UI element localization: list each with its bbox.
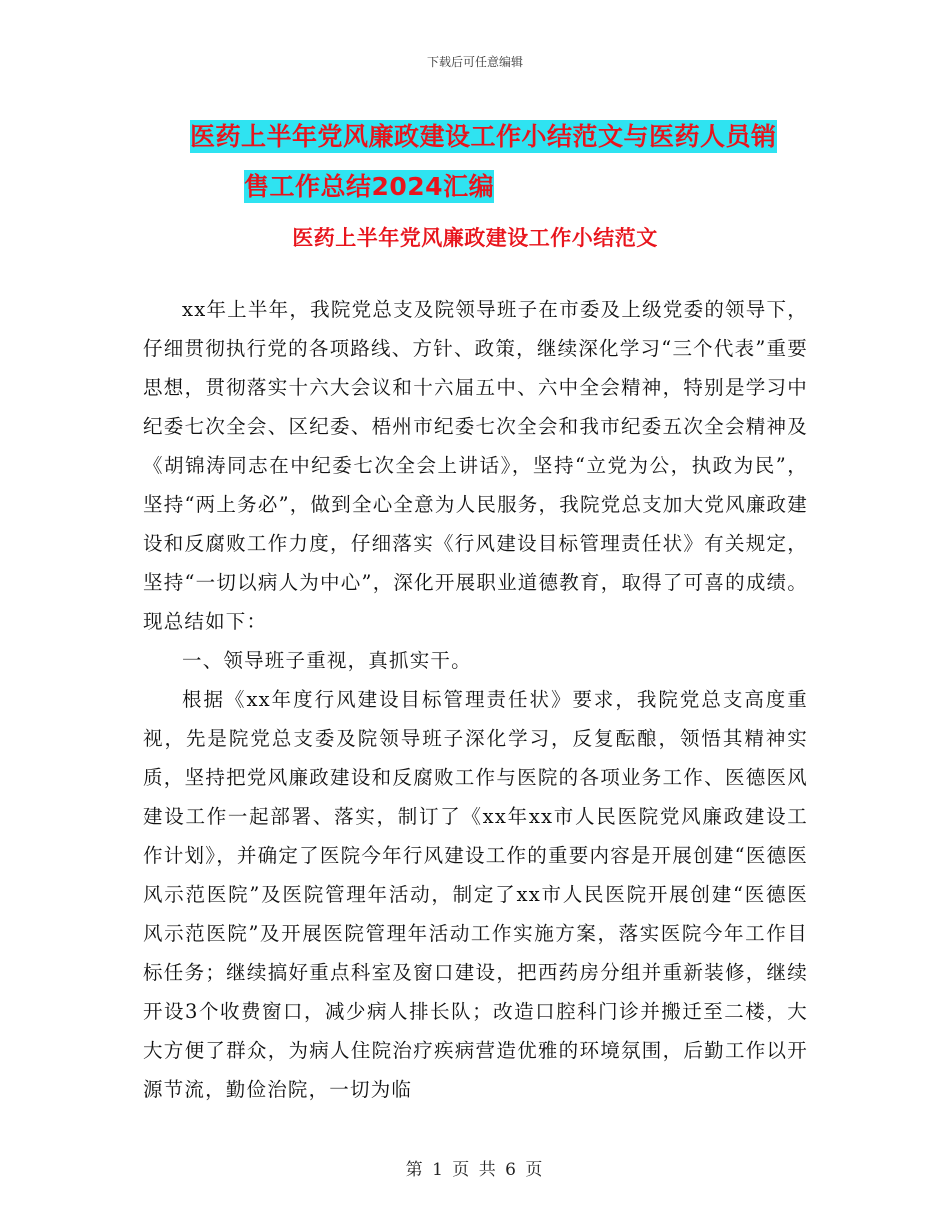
document-body [143,290,808,1109]
header-note: 下载后可任意编辑 [426,55,523,69]
document-title [190,112,810,212]
paragraph-leadership: 根据《xx年度行风建设目标管理责任状》要求，我院党总支高度重视，先是院党总支委及院领导班子深化学习，反复酝酿，领悟其精神实质，坚持把党风廉政建设和反腐败工作与医院的各项业务工作、医德医风建设工作一起部署、落实，制订了《xx年xx市人民医院党风廉政建设工作计划》，并确定了医院今年行风建设工作的重要内容是开展创建“医德医风示范医院”及医院管理年活动，制定了xx市人民医院开展创建“医德医风示范医院”及开展医院管理年活动工作实施方案，落实医院今年工作目标任务；继续搞好重点科室及窗口建设，把西药房分组并重新装修，继续开设3个收费窗口，减少病人排长队；改造口腔科门诊并搬迁至二楼，大大方便了群众，为病人住院治疗疾病营造优雅的环境氛围，后勤工作以开源节流，勤俭治院，一切为临 [143,688,808,1101]
section-title: 医药上半年党风廉政建设工作小结范文 [292,226,658,250]
document-title-line-2: 售工作总结2024汇编 [244,172,495,201]
paragraph-heading-1: 一、领导班子重视，真抓实干。 [182,649,472,672]
page-number-footer: 第 1 页 共 6 页 [405,1160,545,1180]
paragraph-intro: xx年上半年，我院党总支及院领导班子在市委及上级党委的领导下，仔细贯彻执行党的各项路线、方针、政策，继续深化学习“三个代表”重要思想，贯彻落实十六大会议和十六届五中、六中全会精神，特别是学习中纪委七次全会、区纪委、梧州市纪委七次全会和我市纪委五次全会精神及《胡锦涛同志在中纪委七次全会上讲话》，坚持“立党为公，执政为民”，坚持“两上务必”，做到全心全意为人民服务，我院党总支加大党风廉政建设和反腐败工作力度，仔细落实《行风建设目标管理责任状》有关规定，坚持“一切以病人为中心”，深化开展职业道德教育，取得了可喜的成绩。现总结如下： [143,298,808,633]
document-title-line-1: 医药上半年党风廉政建设工作小结范文与医药人员销 [190,122,777,151]
